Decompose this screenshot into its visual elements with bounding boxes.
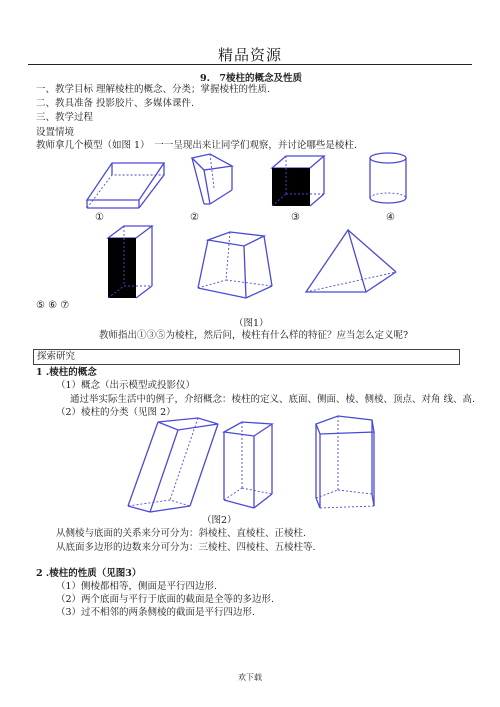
fig1-label-4: ④	[386, 212, 395, 223]
scene-text: 教师拿几个模型（如图 1） 一一呈现出来让同学们观察，并讨论哪些是棱柱.	[36, 140, 357, 151]
fig1-pyramid-frustum	[192, 228, 278, 304]
section2-item-2: （2）两个底面与平行于底面的截面是全等的多边形.	[56, 594, 275, 605]
section1-item-2: 通过举实际生活中的例子，介绍概念：棱柱的定义、底面、侧面、棱、侧棱、顶点、对角 线、高.	[70, 394, 476, 405]
fig1-labels-row2: ⑤ ⑥ ⑦	[36, 300, 70, 311]
section1-item-1: （1）概念（出示模型或投影仪）	[56, 380, 196, 391]
fig2-caption: （图2）	[202, 515, 237, 526]
section1-title: 1 .棱柱的概念	[36, 367, 97, 378]
scene-title: 设置情境	[36, 127, 75, 138]
page-footer: 欢下载	[238, 673, 262, 682]
goal-line-3: 三、教学过程	[36, 112, 94, 123]
fig1-label-3: ③	[291, 212, 300, 223]
fig2-pentagonal-prism	[310, 414, 384, 514]
goal-line-2: 二、教具准备 投影胶片、多媒体课件.	[36, 98, 195, 109]
header-rule	[28, 64, 472, 65]
teacher-question: 教师指出①③⑤为棱柱，然后问，棱柱有什么样的特征？应当怎么定义呢?	[99, 330, 409, 341]
page-header: 精品资源	[217, 46, 282, 64]
section2-item-3: （3）过不相邻的两条侧棱的截面是平行四边形.	[56, 607, 256, 618]
fig1-label-1: ①	[95, 212, 104, 223]
classify-line-1: 从侧棱与底面的关系来分可分为：斜棱柱、直棱柱、正棱柱.	[56, 528, 307, 539]
fig2-oblique-prism	[124, 416, 226, 516]
section2-item-1: （1）侧棱都相等，侧面是平行四边形.	[56, 581, 218, 592]
fig1-label-2: ②	[190, 212, 199, 223]
fig1-frustum-shape	[188, 150, 238, 210]
fig1-pyramid	[302, 226, 400, 300]
lesson-title: 9. 7棱柱的概念及性质	[200, 73, 303, 84]
fig1-caption: （图1）	[234, 318, 269, 329]
fig1-cylinder	[367, 150, 413, 210]
fig1-cube	[268, 152, 330, 212]
fig2-right-prism	[218, 418, 278, 514]
fig1-rect-prism	[104, 222, 158, 304]
section2-title: 2 .棱柱的性质（见图3）	[36, 568, 142, 579]
classify-line-2: 从底面多边形的边数来分可分为：三棱柱、四棱柱、五棱柱等.	[56, 542, 316, 553]
explore-box	[33, 349, 460, 365]
fig1-oblique-prism	[82, 155, 172, 213]
section1-item-3: （2）棱柱的分类（见图 2）	[56, 407, 176, 418]
explore-title: 探索研究	[37, 351, 76, 362]
goal-line-1: 一、教学目标 理解棱柱的概念、分类；掌握棱柱的性质.	[36, 84, 271, 95]
